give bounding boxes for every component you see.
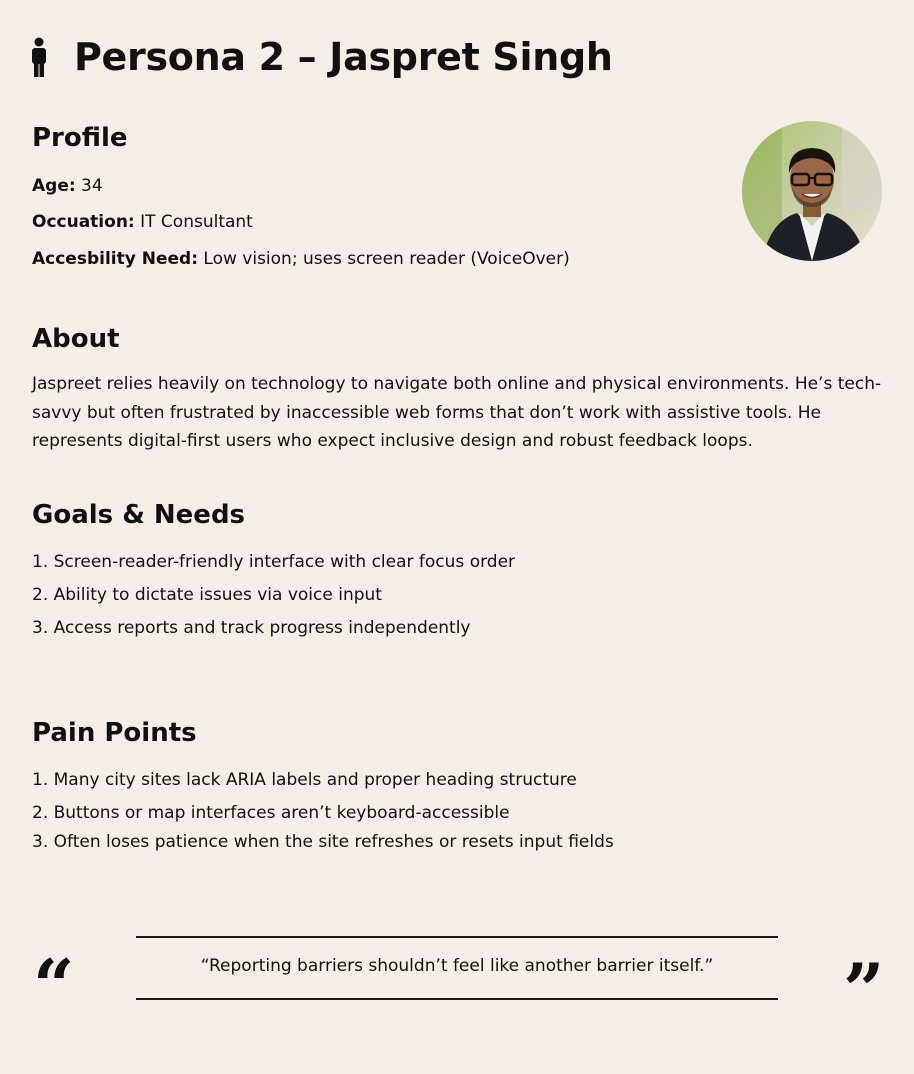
occupation-value: IT Consultant bbox=[134, 212, 253, 232]
list-item: 2. Ability to dictate issues via voice input bbox=[32, 585, 382, 605]
about-text: Jaspreet relies heavily on technology to navigate both online and physical environments. He’s tech-savvy but often frustrated by inaccessible web forms that don’t work with assistive tools. He represents digital-first users who expect inclusive design and robust feedback loops. bbox=[32, 374, 882, 451]
person-icon bbox=[31, 37, 47, 77]
pain-points-heading: Pain Points bbox=[32, 718, 197, 748]
quote-bottom-divider bbox=[136, 998, 778, 1000]
page-title: Persona 2 – Jaspret Singh bbox=[74, 35, 613, 79]
close-quote-icon: ” bbox=[843, 947, 885, 1032]
accessibility-need-label: Accesbility Need: bbox=[32, 249, 198, 269]
quote-top-divider bbox=[136, 936, 778, 938]
about-heading: About bbox=[32, 324, 120, 354]
profile-heading: Profile bbox=[32, 123, 128, 153]
age-label: Age: bbox=[32, 176, 76, 196]
list-item: 3. Access reports and track progress independently bbox=[32, 618, 471, 638]
accessibility-need-value: Low vision; uses screen reader (VoiceOver) bbox=[198, 249, 570, 269]
occupation-field bbox=[32, 211, 253, 233]
quote-text: “Reporting barriers shouldn’t feel like another barrier itself.” bbox=[200, 956, 714, 976]
age-value: 34 bbox=[75, 176, 103, 196]
list-item: 2. Buttons or map interfaces aren’t keyboard-accessible bbox=[32, 803, 510, 823]
accessibility-need-field bbox=[32, 248, 570, 270]
list-item: 1. Screen-reader-friendly interface with clear focus order bbox=[32, 552, 516, 572]
occupation-label: Occuation: bbox=[32, 212, 135, 232]
age-field bbox=[32, 175, 103, 197]
avatar bbox=[742, 121, 882, 261]
open-quote-icon: “ bbox=[33, 943, 75, 1028]
goals-heading: Goals & Needs bbox=[32, 500, 246, 530]
list-item: 3. Often loses patience when the site refreshes or resets input fields bbox=[32, 832, 614, 852]
list-item: 1. Many city sites lack ARIA labels and proper heading structure bbox=[32, 770, 577, 790]
